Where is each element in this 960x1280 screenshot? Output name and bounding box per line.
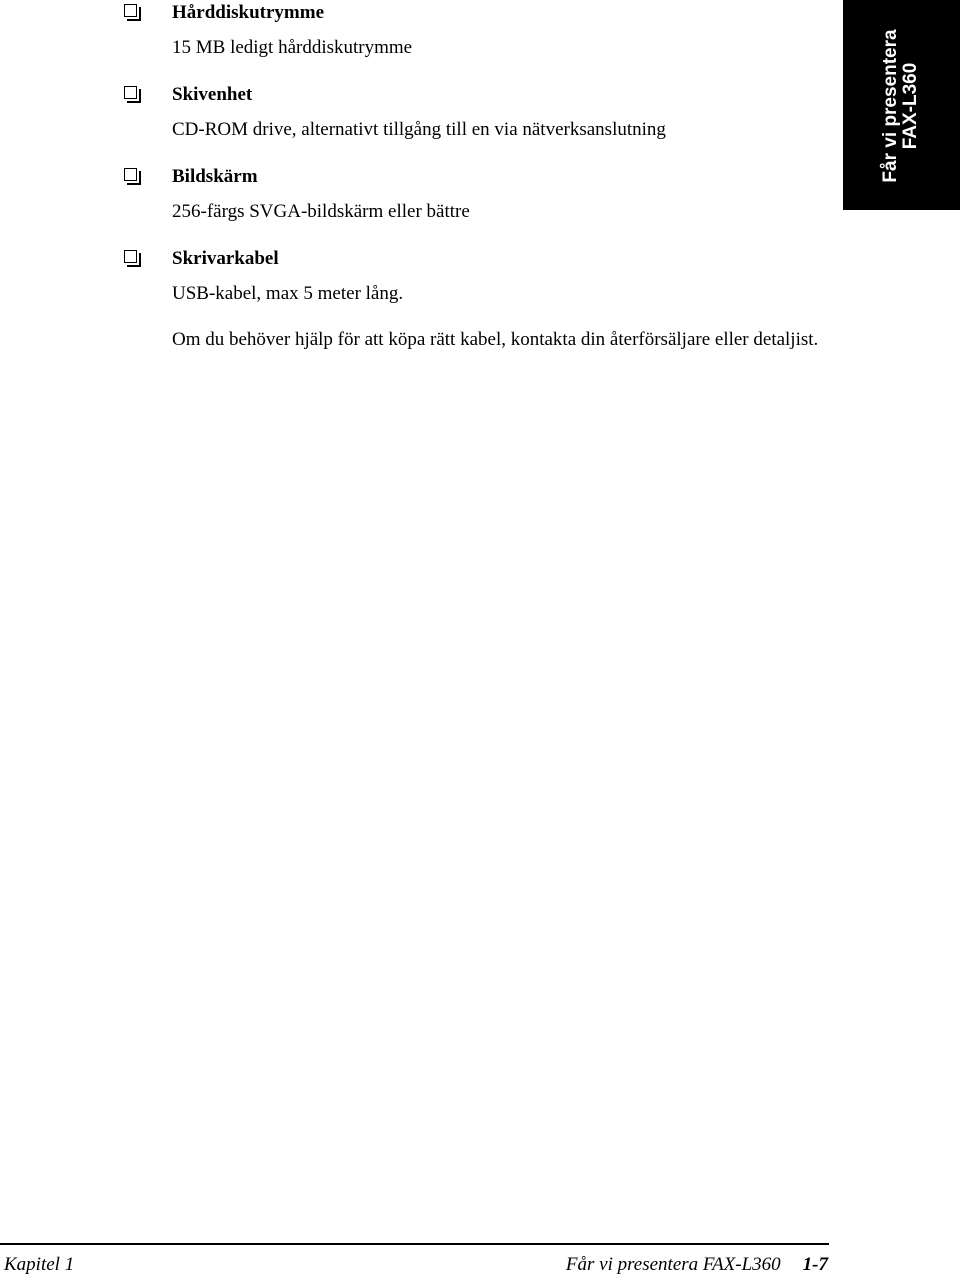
footer-title: Får vi presentera FAX-L360 <box>565 1254 781 1275</box>
chapter-side-tab <box>843 0 960 210</box>
checkbox-icon <box>124 86 137 99</box>
help-note: Om du behöver hjälp för att köpa rätt kabel, kontakta din återförsäljare eller detaljist. <box>172 329 819 350</box>
checkbox-icon <box>124 168 137 181</box>
requirement-description: 15 MB ledigt hårddiskutrymme <box>172 37 413 58</box>
footer-title-block <box>566 1254 828 1276</box>
side-tab-line2: FAX-L360 <box>900 62 921 150</box>
requirement-title: Skrivarkabel <box>172 248 279 269</box>
side-tab-line1: Får vi presentera <box>880 29 901 183</box>
requirement-title: Hårddiskutrymme <box>172 2 324 23</box>
footer-divider <box>0 1243 829 1245</box>
requirement-description: USB-kabel, max 5 meter lång. <box>172 283 404 304</box>
footer-chapter: Kapitel 1 <box>4 1254 75 1275</box>
page-number: 1-7 <box>802 1254 828 1275</box>
requirement-description: 256-färgs SVGA-bildskärm eller bättre <box>172 201 470 222</box>
checkbox-icon <box>124 4 137 17</box>
requirement-description: CD-ROM drive, alternativt tillgång till en via nätverksanslutning <box>172 119 666 140</box>
side-tab-label <box>881 26 921 186</box>
checkbox-icon <box>124 250 137 263</box>
requirement-title: Skivenhet <box>172 84 253 105</box>
requirement-title: Bildskärm <box>172 166 258 187</box>
